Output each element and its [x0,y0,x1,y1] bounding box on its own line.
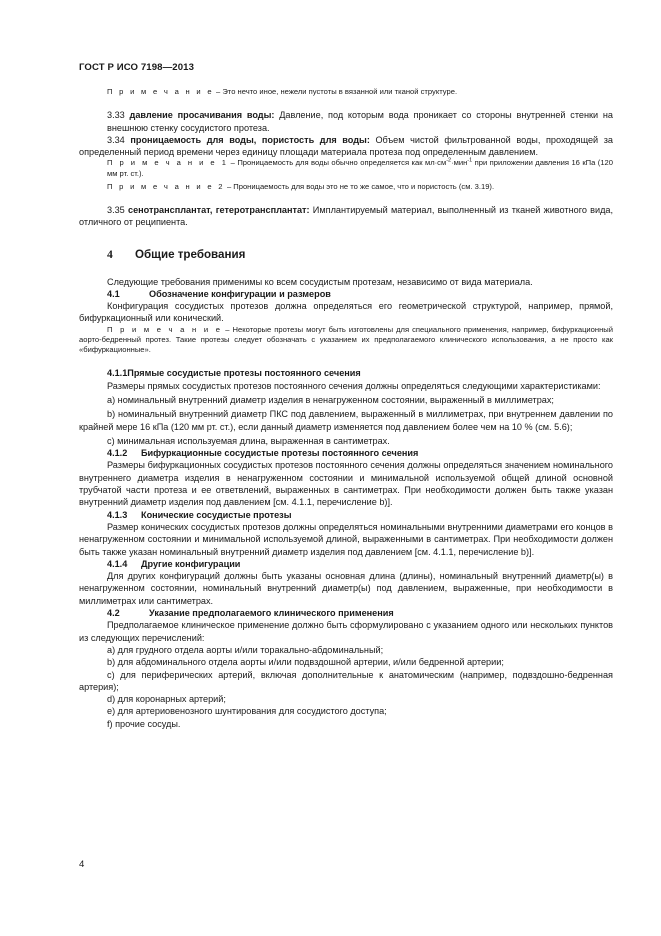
list-item: f) прочие сосуды. [107,718,181,729]
note-text: – Это нечто иное, нежели пустоты в вязанной или тканой структуре. [213,87,458,96]
list-item: b) номинальный внутренний диаметр ПКС под давлением, выраженный в миллиметрах, при внутреннем давлении по крайней мере 16 кПа (120 мм рт. ст.), если данный диаметр изменяется под давлением более чем на 10 % (см. 5.6); [79,409,613,432]
subsection-title: Другие конфигурации [141,558,241,569]
note-label: П р и м е ч а н и е 1 [107,158,229,168]
subsection-4-1-2-text: Размеры бифуркационных сосудистых протезов постоянного сечения должны определяться значением номинального внутреннего диаметра изделия в ненагруженном состоянии и минимальной используемой общей длиной основной трубчатой части протеза и ее ответвлений, выраженных в сантиметрах. При необходимости должен быть также указан внутренний диаметр изделия под давлением [см. 4.1.1, перечисление b)]. [79,460,613,508]
note-1 [107,158,613,178]
note-text: – Проницаемость для воды обычно определяется как мл·см [228,158,447,168]
term-3-35 [79,204,613,229]
subsection-title: Обозначение конфигурации и размеров [149,288,331,299]
subsection-title: Бифуркационные сосудистые протезы постоянного сечения [141,448,419,459]
note-label: П р и м е ч а н и е [107,87,214,96]
subsection-4-1-2-heading [107,447,613,459]
note-text: ·мин [451,158,468,168]
superscript: -1 [467,157,473,164]
term-3-33 [79,109,613,134]
subsection-4-2-text: Предполагаемое клиническое применение должно быть сформулировано с указанием одного или нескольких пунктов из следующих перечислений: [79,620,613,643]
subsection-number: 4.1.3 [107,509,128,520]
subsection-4-1-4-heading [107,558,613,570]
note-label: П р и м е ч а н и е [107,324,223,334]
note-porosity [107,87,613,97]
subsection-number: 4.1.2 [107,448,128,459]
section-4-heading [107,247,613,263]
document-header: ГОСТ Р ИСО 7198—2013 [79,62,195,73]
section-title: Общие требования [135,247,246,261]
term-3-34 [79,134,613,159]
term-definition: Объем чистой фильтрованной воды, проходящей за определенный период времени через единицу площади материала протеза под определенным давлением. [79,134,613,158]
term-name: сенотрансплантат, гетеротрансплантат: [128,205,310,215]
section-number: 4 [107,247,113,261]
superscript: -2 [446,157,452,164]
subsection-number: 4.1.4 [107,558,128,569]
subsection-4-1-1-heading: 4.1.1Прямые сосудистые протезы постоянного сечения [107,368,361,379]
subsection-4-1-note [79,325,613,356]
term-number: 3.33 [107,110,130,121]
subsection-4-1-heading [107,288,613,300]
subsection-4-1-3-text: Размер конических сосудистых протезов должны определяться номинальными внутренними диаметрами его концов в ненагруженном состоянии и минимальной используемой длиной, выраженными в сантиметрах. При необходимости должен быть также указан номинальный внутренний диаметр изделия под давлением [см. 4.1.1, перечисление b)]. [79,521,613,557]
list-item: e) для артериовенозного шунтирования для сосудистого доступа; [107,706,387,717]
subsection-4-2-heading [107,607,613,619]
subsection-4-1-4-text: Для других конфигураций должны быть указаны основная длина (длины), номинальный внутренний диаметр(ы) в ненагруженном состоянии, номинальный внутренний диаметр(ы) под давлением, выраженные, при необходимости в миллиметрах или сантиметрах. [79,571,613,606]
term-number: 3.34 [107,134,131,145]
subsection-4-1-text: Конфигурация сосудистых протезов должна определяться его геометрической структурой, например, прямой, бифуркационный или конический. [79,301,613,324]
term-name: давление просачивания воды: [129,110,275,121]
subsection-title: Указание предполагаемого клинического применения [149,608,394,619]
list-item: c) минимальная используемая длина, выраженная в сантиметрах. [107,435,390,446]
note-2 [107,182,613,192]
list-item: d) для коронарных артерий; [107,694,226,705]
subsection-4-1-1-text: Размеры прямых сосудистых протезов постоянного сечения должны определяться следующими характеристиками: [107,380,601,391]
list-item: b) для абдоминального отдела аорты и/или подвздошной артерии, и/или бедренной артерии; [107,657,504,668]
list-item: c) для периферических артерий, включая дополнительные к анатомическим (например, подвздошно-бедренная артерия); [79,669,613,692]
term-name: проницаемость для воды, пористость для воды: [130,134,370,145]
subsection-title: Конические сосудистые протезы [141,509,292,520]
term-number: 3.35 [107,205,128,215]
term-definition: Давление, под которым вода проникает со стороны внутренней стенки на внешнюю стенку сосудистого протеза. [107,110,613,133]
section-4-intro: Следующие требования применимы ко всем сосудистым протезам, независимо от вида материала. [107,276,533,287]
list-item: a) номинальный внутренний диаметр изделия в ненагруженном состоянии, выраженный в миллиметрах; [107,394,554,405]
note-text: – Некоторые протезы могут быть изготовлены для специального применения, например, бифуркационный аорто-бедренный протез. Такие протезы следует обозначать с указанием их предполагаемого клинического использования, а не просто как «бифуркационные». [79,324,613,355]
list-item: a) для грудного отдела аорты и/или торакально-абдоминальный; [107,644,384,655]
subsection-number: 4.1 [107,288,120,299]
page-number: 4 [79,859,85,870]
subsection-number: 4.2 [107,608,120,619]
page-content [79,87,614,730]
subsection-4-1-3-heading [107,509,613,521]
note-text: при приложении давления 16 кПа (120 мм рт. ст.). [107,158,614,178]
note-label: П р и м е ч а н и е 2 [107,181,225,191]
note-text: – Проницаемость для воды это не то же самое, что и пористость (см. 3.19). [224,181,495,191]
term-definition: Имплантируемый материал, выполненный из тканей животного вида, отличного от реципиента. [79,205,614,228]
